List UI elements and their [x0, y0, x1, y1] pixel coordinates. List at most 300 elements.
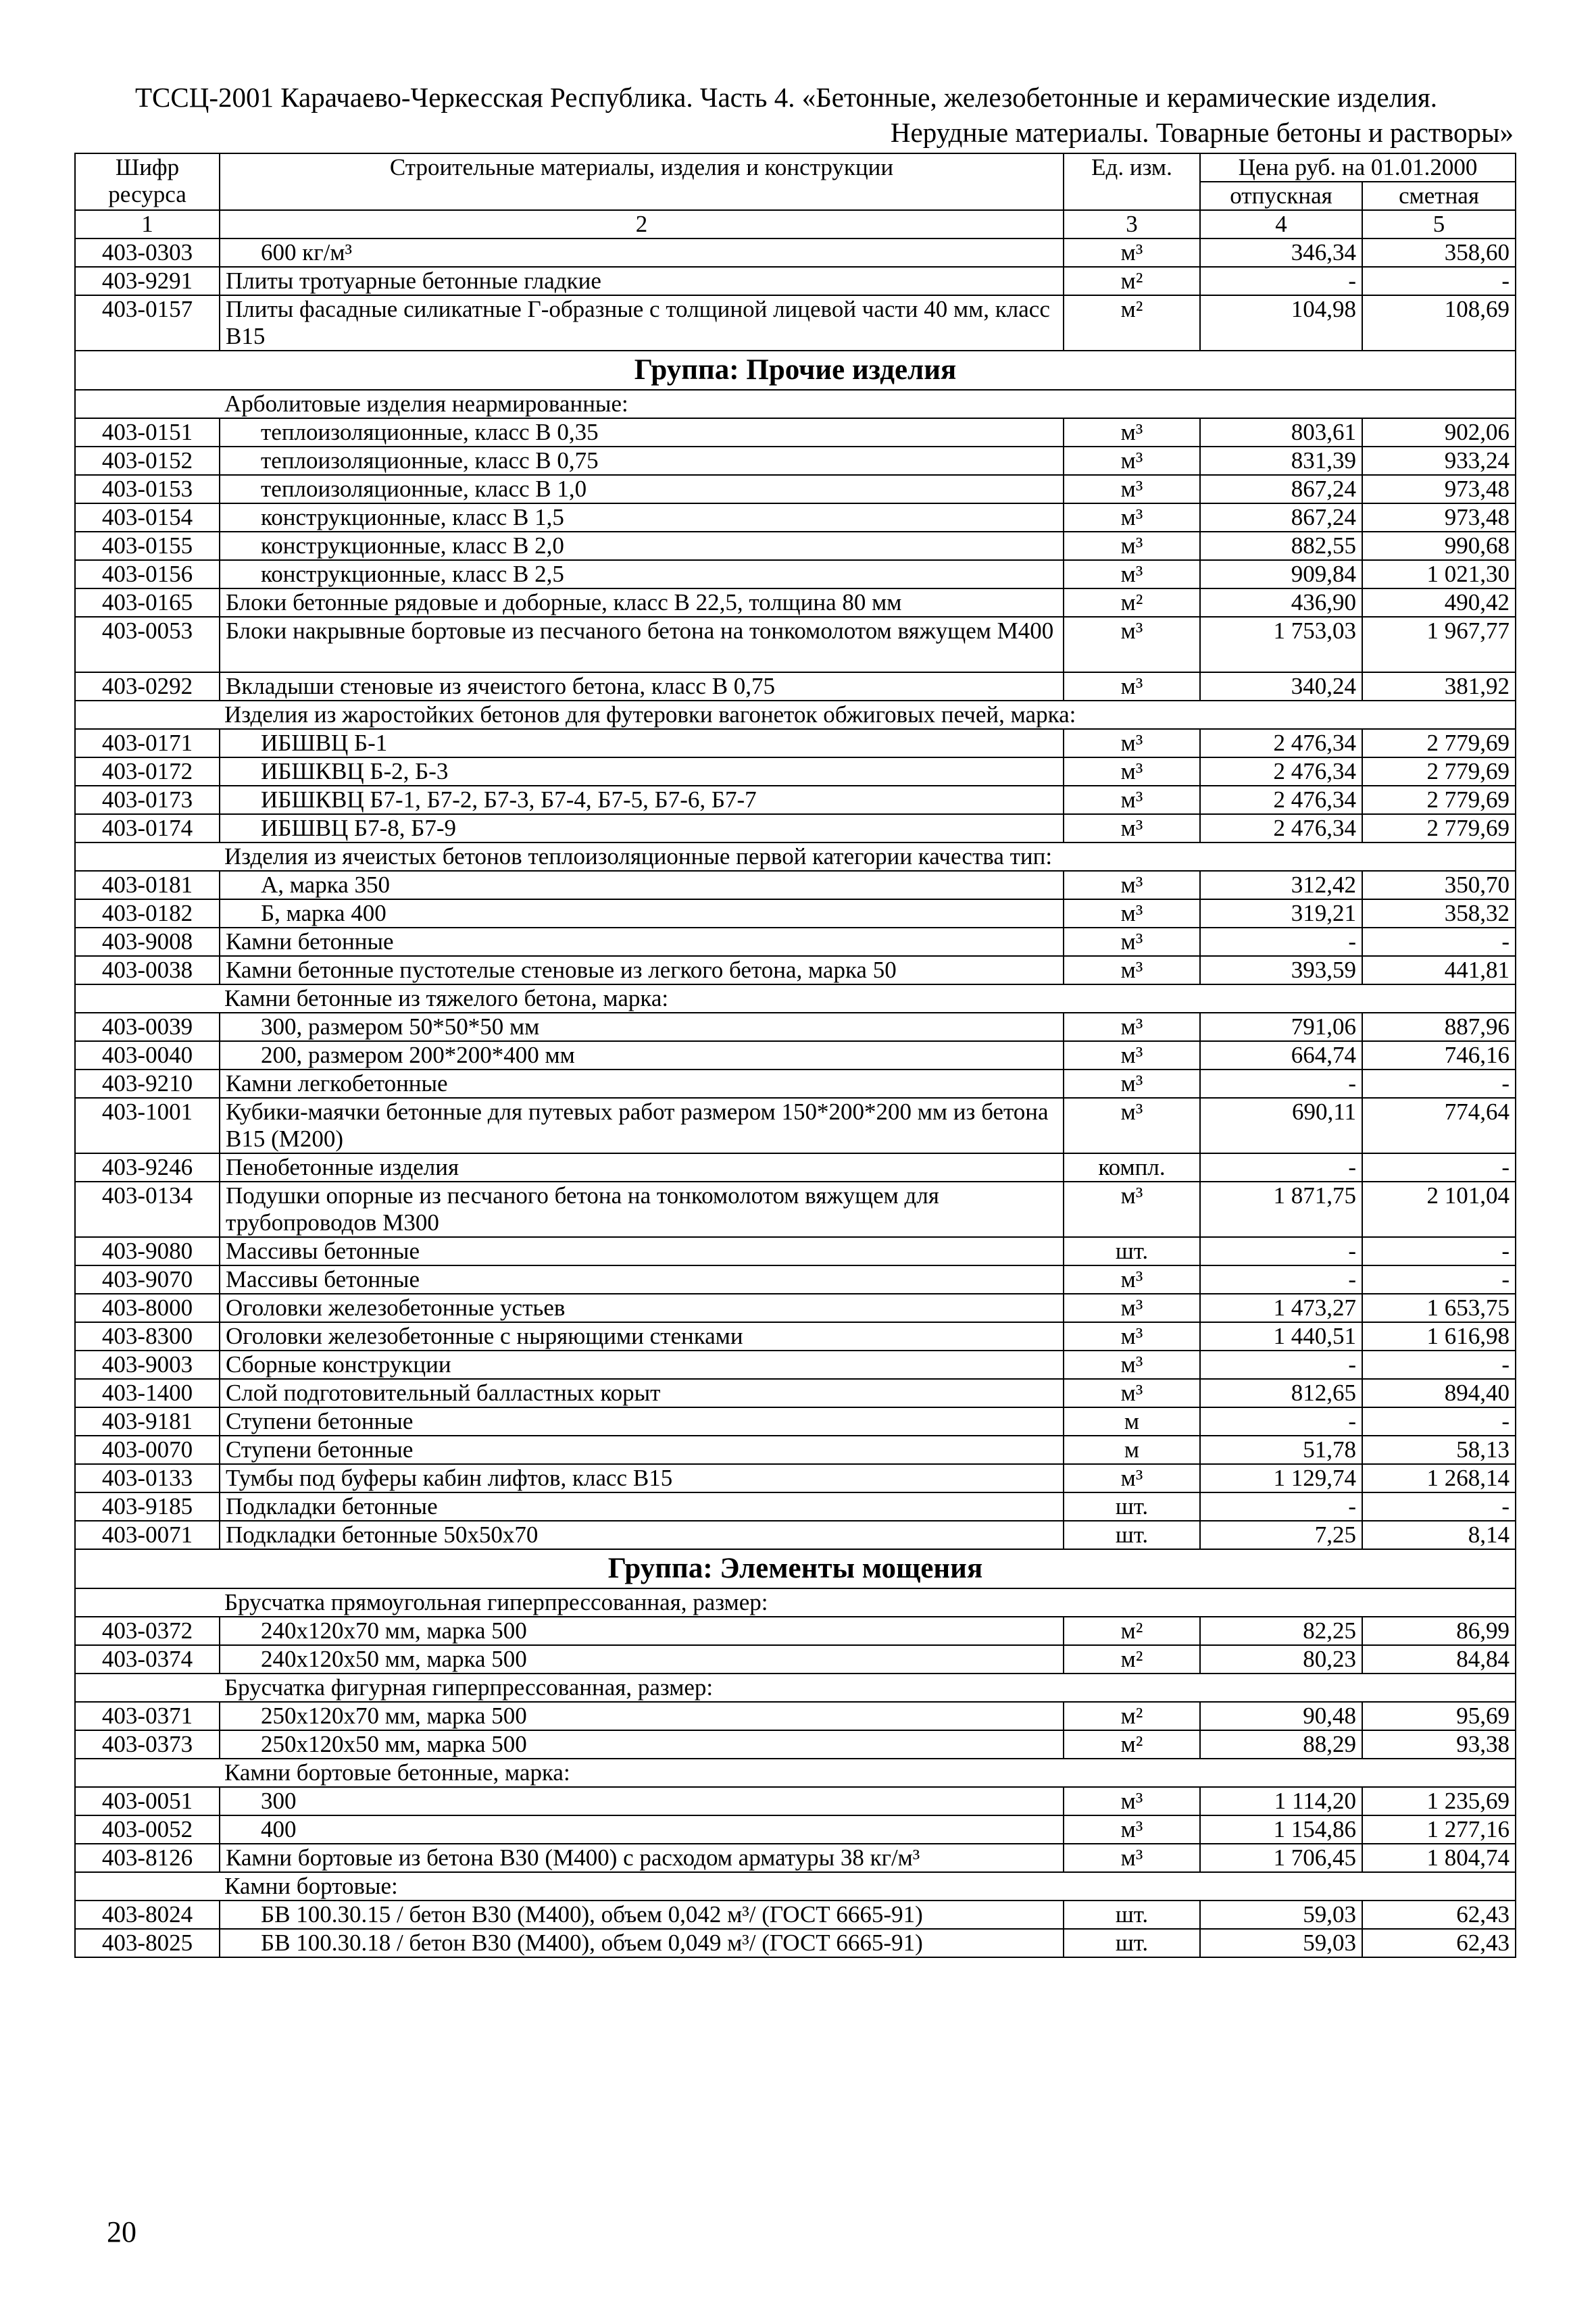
price-estimate: 84,84: [1362, 1645, 1516, 1674]
unit: м³: [1064, 1815, 1200, 1844]
material-name: 400: [220, 1815, 1064, 1844]
unit: м³: [1064, 1265, 1200, 1294]
group-heading: Группа: Элементы мощения: [75, 1549, 1516, 1588]
table-row: [75, 1407, 1516, 1436]
subheading-row: [75, 1674, 1516, 1702]
unit: м³: [1064, 617, 1200, 672]
material-name: ИБШВЦ Б7-8, Б7-9: [220, 814, 1064, 842]
material-name: конструкционные, класс В 2,0: [220, 532, 1064, 560]
subheading: Брусчатка прямоугольная гиперпрессованная, размер:: [75, 1588, 1516, 1617]
material-name: Плиты тротуарные бетонные гладкие: [220, 267, 1064, 295]
resource-code: 403-0303: [75, 238, 220, 267]
material-name: 200, размером 200*200*400 мм: [220, 1041, 1064, 1070]
resource-code: 403-0052: [75, 1815, 220, 1844]
material-name: 240х120х70 мм, марка 500: [220, 1617, 1064, 1645]
material-name: Камни бетонные пустотелые стеновые из легкого бетона, марка 50: [220, 956, 1064, 984]
price-estimate: 1 235,69: [1362, 1787, 1516, 1815]
subheading-row: [75, 984, 1516, 1013]
resource-code: 403-0372: [75, 1617, 220, 1645]
table-row: [75, 1436, 1516, 1464]
col-code-header: Шифр ресурса: [75, 153, 220, 210]
table-row: [75, 475, 1516, 503]
price-estimate: 2 779,69: [1362, 814, 1516, 842]
material-name: Оголовки железобетонные устьев: [220, 1294, 1064, 1322]
table-row: [75, 1322, 1516, 1351]
resource-code: 403-8300: [75, 1322, 220, 1351]
material-name: 250х120х70 мм, марка 500: [220, 1702, 1064, 1730]
table-header: [75, 153, 1516, 238]
price-estimate: -: [1362, 1237, 1516, 1265]
price-estimate: 1 616,98: [1362, 1322, 1516, 1351]
resource-code: 403-0182: [75, 899, 220, 928]
subheading-row: [75, 390, 1516, 418]
price-estimate: 358,32: [1362, 899, 1516, 928]
material-name: Оголовки железобетонные с ныряющими стенками: [220, 1322, 1064, 1351]
price-release: 1 706,45: [1200, 1844, 1362, 1872]
price-release: 1 753,03: [1200, 617, 1362, 672]
price-estimate: 902,06: [1362, 418, 1516, 447]
price-release: 803,61: [1200, 418, 1362, 447]
material-name: Тумбы под буферы кабин лифтов, класс В15: [220, 1464, 1064, 1492]
price-release: 1 154,86: [1200, 1815, 1362, 1844]
unit: м: [1064, 1407, 1200, 1436]
price-release: 59,03: [1200, 1901, 1362, 1929]
resource-code: 403-0156: [75, 560, 220, 588]
subheading: Изделия из ячеистых бетонов теплоизоляционные первой категории качества тип:: [75, 842, 1516, 871]
resource-code: 403-9210: [75, 1070, 220, 1098]
price-estimate: 2 779,69: [1362, 786, 1516, 814]
title-line-1: ТССЦ-2001 Карачаево-Черкесская Республика. Часть 4. «Бетонные, железобетонные и керамические изделия.: [135, 82, 1438, 113]
price-estimate: -: [1362, 267, 1516, 295]
price-release: 664,74: [1200, 1041, 1362, 1070]
table-row: [75, 1730, 1516, 1759]
table-row: [75, 786, 1516, 814]
material-name: Сборные конструкции: [220, 1351, 1064, 1379]
price-release: 867,24: [1200, 475, 1362, 503]
material-name: 600 кг/м³: [220, 238, 1064, 267]
price-release: 2 476,34: [1200, 757, 1362, 786]
price-estimate: 93,38: [1362, 1730, 1516, 1759]
unit: м³: [1064, 532, 1200, 560]
price-release: -: [1200, 267, 1362, 295]
unit: м³: [1064, 1787, 1200, 1815]
table-row: [75, 1013, 1516, 1041]
price-release: -: [1200, 1351, 1362, 1379]
subheading-row: [75, 1759, 1516, 1787]
resource-code: 403-0152: [75, 447, 220, 475]
resource-code: 403-1400: [75, 1379, 220, 1407]
price-release: 1 473,27: [1200, 1294, 1362, 1322]
unit: м²: [1064, 295, 1200, 351]
price-release: 80,23: [1200, 1645, 1362, 1674]
price-release: 104,98: [1200, 295, 1362, 351]
material-name: ИБШВЦ Б-1: [220, 729, 1064, 757]
resource-code: 403-0292: [75, 672, 220, 701]
resource-code: 403-0051: [75, 1787, 220, 1815]
unit: м³: [1064, 956, 1200, 984]
price-estimate: 1 268,14: [1362, 1464, 1516, 1492]
table-row: [75, 1645, 1516, 1674]
unit: м³: [1064, 928, 1200, 956]
col-price-header: Цена руб. на 01.01.2000: [1200, 153, 1516, 182]
col-name-header: Строительные материалы, изделия и конструкции: [220, 153, 1064, 210]
subheading: Камни бетонные из тяжелого бетона, марка:: [75, 984, 1516, 1013]
price-estimate: 774,64: [1362, 1098, 1516, 1153]
table-row: [75, 588, 1516, 617]
resource-code: 403-8025: [75, 1929, 220, 1957]
material-name: Камни легкобетонные: [220, 1070, 1064, 1098]
material-name: Массивы бетонные: [220, 1237, 1064, 1265]
unit: м³: [1064, 238, 1200, 267]
price-estimate: 2 101,04: [1362, 1182, 1516, 1237]
unit: м: [1064, 1436, 1200, 1464]
unit: шт.: [1064, 1521, 1200, 1549]
unit: м³: [1064, 899, 1200, 928]
resource-code: 403-8000: [75, 1294, 220, 1322]
table-body: [75, 238, 1516, 1957]
price-release: 2 476,34: [1200, 786, 1362, 814]
material-name: Блоки бетонные рядовые и доборные, класс В 22,5, толщина 80 мм: [220, 588, 1064, 617]
price-release: -: [1200, 1265, 1362, 1294]
price-release: 909,84: [1200, 560, 1362, 588]
subheading: Арболитовые изделия неармированные:: [75, 390, 1516, 418]
material-name: теплоизоляционные, класс В 0,75: [220, 447, 1064, 475]
table-row: [75, 1815, 1516, 1844]
unit: м³: [1064, 1351, 1200, 1379]
table-row: [75, 1294, 1516, 1322]
material-name: конструкционные, класс В 2,5: [220, 560, 1064, 588]
material-name: БВ 100.30.15 / бетон В30 (М400), объем 0,042 м³/ (ГОСТ 6665-91): [220, 1901, 1064, 1929]
subheading-row: [75, 1872, 1516, 1901]
price-release: -: [1200, 928, 1362, 956]
price-estimate: -: [1362, 928, 1516, 956]
unit: м²: [1064, 1645, 1200, 1674]
material-name: БВ 100.30.18 / бетон В30 (М400), объем 0,049 м³/ (ГОСТ 6665-91): [220, 1929, 1064, 1957]
table-row: [75, 1237, 1516, 1265]
resource-code: 403-9070: [75, 1265, 220, 1294]
material-name: Камни бортовые из бетона В30 (М400) с расходом арматуры 38 кг/м³: [220, 1844, 1064, 1872]
price-release: 319,21: [1200, 899, 1362, 928]
table-row: [75, 1844, 1516, 1872]
unit: шт.: [1064, 1492, 1200, 1521]
table-row: [75, 729, 1516, 757]
material-name: Пенобетонные изделия: [220, 1153, 1064, 1182]
price-estimate: -: [1362, 1492, 1516, 1521]
material-name: ИБШКВЦ Б7-1, Б7-2, Б7-3, Б7-4, Б7-5, Б7-6, Б7-7: [220, 786, 1064, 814]
resource-code: 403-8126: [75, 1844, 220, 1872]
table-row: [75, 871, 1516, 899]
table-row: [75, 1617, 1516, 1645]
group-heading: Группа: Прочие изделия: [75, 351, 1516, 390]
subheading-row: [75, 842, 1516, 871]
price-release: -: [1200, 1237, 1362, 1265]
unit: м³: [1064, 560, 1200, 588]
unit: м²: [1064, 588, 1200, 617]
price-estimate: 86,99: [1362, 1617, 1516, 1645]
price-release: 312,42: [1200, 871, 1362, 899]
unit: м³: [1064, 786, 1200, 814]
resource-code: 403-9003: [75, 1351, 220, 1379]
table-row: [75, 267, 1516, 295]
unit: м³: [1064, 447, 1200, 475]
col-number: 2: [220, 210, 1064, 238]
col-number: 3: [1064, 210, 1200, 238]
material-name: 300, размером 50*50*50 мм: [220, 1013, 1064, 1041]
resource-code: 403-0053: [75, 617, 220, 672]
price-release: -: [1200, 1153, 1362, 1182]
resource-code: 403-0039: [75, 1013, 220, 1041]
resource-code: 403-0165: [75, 588, 220, 617]
table-row: [75, 1379, 1516, 1407]
col-price-estimate-header: сметная: [1362, 182, 1516, 210]
price-release: 59,03: [1200, 1929, 1362, 1957]
subheading: Изделия из жаростойких бетонов для футеровки вагонеток обжиговых печей, марка:: [75, 701, 1516, 729]
price-release: 882,55: [1200, 532, 1362, 560]
group-heading-row: [75, 351, 1516, 390]
material-name: Плиты фасадные силикатные Г-образные с толщиной лицевой части 40 мм, класс В15: [220, 295, 1064, 351]
table-row: [75, 1265, 1516, 1294]
material-name: Массивы бетонные: [220, 1265, 1064, 1294]
price-release: -: [1200, 1407, 1362, 1436]
table-row: [75, 1070, 1516, 1098]
resource-code: 403-0038: [75, 956, 220, 984]
material-name: теплоизоляционные, класс В 1,0: [220, 475, 1064, 503]
price-release: 346,34: [1200, 238, 1362, 267]
resource-code: 403-0070: [75, 1436, 220, 1464]
unit: м³: [1064, 757, 1200, 786]
col-number: 5: [1362, 210, 1516, 238]
material-name: Кубики-маячки бетонные для путевых работ размером 150*200*200 мм из бетона В15 (М200): [220, 1098, 1064, 1153]
table-row: [75, 418, 1516, 447]
table-row: [75, 238, 1516, 267]
table-row: [75, 447, 1516, 475]
material-name: 300: [220, 1787, 1064, 1815]
title-line-2: Нерудные материалы. Товарные бетоны и растворы»: [890, 117, 1514, 148]
resource-code: 403-9185: [75, 1492, 220, 1521]
price-estimate: 1 967,77: [1362, 617, 1516, 672]
resource-code: 403-9291: [75, 267, 220, 295]
price-estimate: 62,43: [1362, 1929, 1516, 1957]
unit: шт.: [1064, 1929, 1200, 1957]
unit: м³: [1064, 1322, 1200, 1351]
unit: м²: [1064, 1730, 1200, 1759]
subheading-row: [75, 1588, 1516, 1617]
price-estimate: 1 804,74: [1362, 1844, 1516, 1872]
price-estimate: 1 653,75: [1362, 1294, 1516, 1322]
price-estimate: 8,14: [1362, 1521, 1516, 1549]
price-estimate: 2 779,69: [1362, 729, 1516, 757]
unit: м³: [1064, 503, 1200, 532]
table-row: [75, 1464, 1516, 1492]
table-row: [75, 532, 1516, 560]
table-row: [75, 503, 1516, 532]
table-row: [75, 1787, 1516, 1815]
price-estimate: 350,70: [1362, 871, 1516, 899]
unit: компл.: [1064, 1153, 1200, 1182]
price-release: 867,24: [1200, 503, 1362, 532]
resource-code: 403-9008: [75, 928, 220, 956]
table-row: [75, 1098, 1516, 1153]
price-estimate: 746,16: [1362, 1041, 1516, 1070]
resource-code: 403-0171: [75, 729, 220, 757]
unit: м³: [1064, 672, 1200, 701]
price-estimate: -: [1362, 1153, 1516, 1182]
material-name: Ступени бетонные: [220, 1407, 1064, 1436]
table-row: [75, 1929, 1516, 1957]
subheading: Камни бортовые:: [75, 1872, 1516, 1901]
price-release: -: [1200, 1070, 1362, 1098]
subheading: Камни бортовые бетонные, марка:: [75, 1759, 1516, 1787]
price-estimate: 973,48: [1362, 475, 1516, 503]
unit: м³: [1064, 1098, 1200, 1153]
price-estimate: -: [1362, 1070, 1516, 1098]
price-estimate: 490,42: [1362, 588, 1516, 617]
table-row: [75, 295, 1516, 351]
table-row: [75, 1041, 1516, 1070]
table-row: [75, 1901, 1516, 1929]
resource-code: 403-0153: [75, 475, 220, 503]
price-estimate: 1 277,16: [1362, 1815, 1516, 1844]
price-estimate: 894,40: [1362, 1379, 1516, 1407]
resource-code: 403-9181: [75, 1407, 220, 1436]
unit: м³: [1064, 729, 1200, 757]
price-release: 7,25: [1200, 1521, 1362, 1549]
unit: м³: [1064, 475, 1200, 503]
unit: м³: [1064, 1070, 1200, 1098]
unit: м³: [1064, 814, 1200, 842]
unit: м³: [1064, 1379, 1200, 1407]
price-estimate: 62,43: [1362, 1901, 1516, 1929]
unit: м³: [1064, 1013, 1200, 1041]
material-name: Блоки накрывные бортовые из песчаного бетона на тонкомолотом вяжущем М400: [220, 617, 1064, 672]
resource-code: 403-0157: [75, 295, 220, 351]
unit: м³: [1064, 1041, 1200, 1070]
price-estimate: 358,60: [1362, 238, 1516, 267]
price-estimate: 933,24: [1362, 447, 1516, 475]
material-name: Камни бетонные: [220, 928, 1064, 956]
col-number: 4: [1200, 210, 1362, 238]
table-row: [75, 1492, 1516, 1521]
resource-code: 403-0151: [75, 418, 220, 447]
material-name: Подкладки бетонные 50х50х70: [220, 1521, 1064, 1549]
unit: м³: [1064, 418, 1200, 447]
table-row: [75, 899, 1516, 928]
table-row: [75, 1702, 1516, 1730]
price-release: 1 440,51: [1200, 1322, 1362, 1351]
group-heading-row: [75, 1549, 1516, 1588]
subheading-row: [75, 701, 1516, 729]
col-number: 1: [75, 210, 220, 238]
price-estimate: 2 779,69: [1362, 757, 1516, 786]
resource-code: 403-0071: [75, 1521, 220, 1549]
material-name: Ступени бетонные: [220, 1436, 1064, 1464]
table-row: [75, 757, 1516, 786]
material-name: Слой подготовительный балластных корыт: [220, 1379, 1064, 1407]
price-estimate: 1 021,30: [1362, 560, 1516, 588]
resource-code: 403-0172: [75, 757, 220, 786]
price-estimate: 990,68: [1362, 532, 1516, 560]
col-unit-header: Ед. изм.: [1064, 153, 1200, 210]
price-release: 340,24: [1200, 672, 1362, 701]
resource-code: 403-8024: [75, 1901, 220, 1929]
unit: шт.: [1064, 1901, 1200, 1929]
price-release: 393,59: [1200, 956, 1362, 984]
material-name: Подкладки бетонные: [220, 1492, 1064, 1521]
material-name: Б, марка 400: [220, 899, 1064, 928]
page-title: [74, 80, 1514, 150]
price-estimate: -: [1362, 1351, 1516, 1379]
resource-code: 403-9080: [75, 1237, 220, 1265]
material-name: конструкционные, класс В 1,5: [220, 503, 1064, 532]
material-name: А, марка 350: [220, 871, 1064, 899]
material-name: Вкладыши стеновые из ячеистого бетона, класс В 0,75: [220, 672, 1064, 701]
price-estimate: 441,81: [1362, 956, 1516, 984]
price-estimate: 973,48: [1362, 503, 1516, 532]
price-table: [74, 153, 1516, 1958]
resource-code: 403-0154: [75, 503, 220, 532]
price-release: -: [1200, 1492, 1362, 1521]
table-row: [75, 1182, 1516, 1237]
price-release: 791,06: [1200, 1013, 1362, 1041]
unit: м³: [1064, 1464, 1200, 1492]
price-release: 51,78: [1200, 1436, 1362, 1464]
page-number: 20: [107, 2215, 136, 2248]
price-estimate: 887,96: [1362, 1013, 1516, 1041]
resource-code: 403-0155: [75, 532, 220, 560]
price-release: 1 129,74: [1200, 1464, 1362, 1492]
price-estimate: -: [1362, 1265, 1516, 1294]
unit: м³: [1064, 871, 1200, 899]
material-name: теплоизоляционные, класс В 0,35: [220, 418, 1064, 447]
resource-code: 403-1001: [75, 1098, 220, 1153]
resource-code: 403-0134: [75, 1182, 220, 1237]
price-release: 1 114,20: [1200, 1787, 1362, 1815]
unit: м²: [1064, 267, 1200, 295]
material-name: 250х120х50 мм, марка 500: [220, 1730, 1064, 1759]
unit: м²: [1064, 1617, 1200, 1645]
resource-code: 403-0373: [75, 1730, 220, 1759]
price-release: 690,11: [1200, 1098, 1362, 1153]
price-release: 831,39: [1200, 447, 1362, 475]
price-release: 436,90: [1200, 588, 1362, 617]
table-row: [75, 928, 1516, 956]
resource-code: 403-0173: [75, 786, 220, 814]
price-estimate: 381,92: [1362, 672, 1516, 701]
resource-code: 403-0374: [75, 1645, 220, 1674]
price-estimate: -: [1362, 1407, 1516, 1436]
table-row: [75, 1521, 1516, 1549]
table-row: [75, 560, 1516, 588]
unit: м²: [1064, 1702, 1200, 1730]
price-release: 82,25: [1200, 1617, 1362, 1645]
unit: шт.: [1064, 1237, 1200, 1265]
table-row: [75, 814, 1516, 842]
unit: м³: [1064, 1294, 1200, 1322]
resource-code: 403-0181: [75, 871, 220, 899]
table-row: [75, 1153, 1516, 1182]
unit: м³: [1064, 1182, 1200, 1237]
resource-code: 403-0174: [75, 814, 220, 842]
price-estimate: 95,69: [1362, 1702, 1516, 1730]
unit: м³: [1064, 1844, 1200, 1872]
material-name: 240х120х50 мм, марка 500: [220, 1645, 1064, 1674]
subheading: Брусчатка фигурная гиперпрессованная, размер:: [75, 1674, 1516, 1702]
table-row: [75, 672, 1516, 701]
material-name: Подушки опорные из песчаного бетона на тонкомолотом вяжущем для трубопроводов М300: [220, 1182, 1064, 1237]
price-release: 2 476,34: [1200, 729, 1362, 757]
resource-code: 403-0040: [75, 1041, 220, 1070]
table-row: [75, 1351, 1516, 1379]
